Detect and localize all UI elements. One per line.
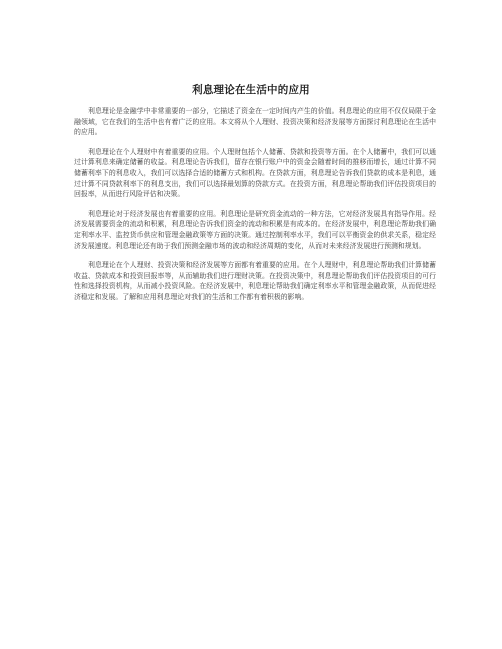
- document-title: 利息理论在生活中的应用: [192, 84, 310, 96]
- paragraph-economic-development: 利息理论对于经济发展也有着重要的应用。利息理论是研究资金流动的一种方法，它对经济发展具有指导作用。经济发展需要资金的流动和积累，利息理论告诉我们资金的流动和积累是有成本的。在经济发展中，利息理论帮助我们确定利率水平、监控货币供应和管理金融政策等方面的决策。通过控制利率水平，我们可以平衡资金的供求关系，稳定经济发展速度。利息理论还有助于我们预测金融市场的波动和经济周期的变化，从而对未来经济发展进行预测和规划。: [74, 209, 436, 250]
- paragraph-conclusion: 利息理论在个人理财、投资决策和经济发展等方面都有着重要的应用。在个人理财中，利息理论帮助我们计算储蓄收益、贷款成本和投资回报率等，从而辅助我们进行理财决策。在投资决策中，利息理论帮助我们评估投资项目的可行性和选择投资机构，从而减小投资风险。在经济发展中，利息理论帮助我们确定利率水平和管理金融政策，从而促进经济稳定和发展。了解和应用利息理论对我们的生活和工作都有着积极的影响。: [74, 261, 436, 301]
- paragraph-intro: 利息理论是金融学中非常重要的一部分，它描述了资金在一定时间内产生的价值。利息理论的应用不仅仅局限于金融领域，它在我们的生活中也有着广泛的应用。本文将从个人理财、投资决策和经济发展等方面探讨利息理论在生活中的应用。: [74, 107, 436, 137]
- paragraph-personal-finance: 利息理论在个人理财中有着重要的应用。个人理财包括个人储蓄、贷款和投资等方面。在个人储蓄中，我们可以通过计算利息来确定储蓄的收益。利息理论告诉我们，留存在银行账户中的资金会随着时间的推移而增长，通过计算不同储蓄利率下的利息收入，我们可以选择合适的储蓄方式和机构。在贷款方面，利息理论告诉我们贷款的成本是利息，通过计算不同贷款利率下的利息支出，我们可以选择最划算的贷款方式。在投资方面，利息理论帮助我们评估投资项目的回报率，从而进行风险评估和决策。: [74, 147, 436, 199]
- document-body: [74, 106, 436, 312]
